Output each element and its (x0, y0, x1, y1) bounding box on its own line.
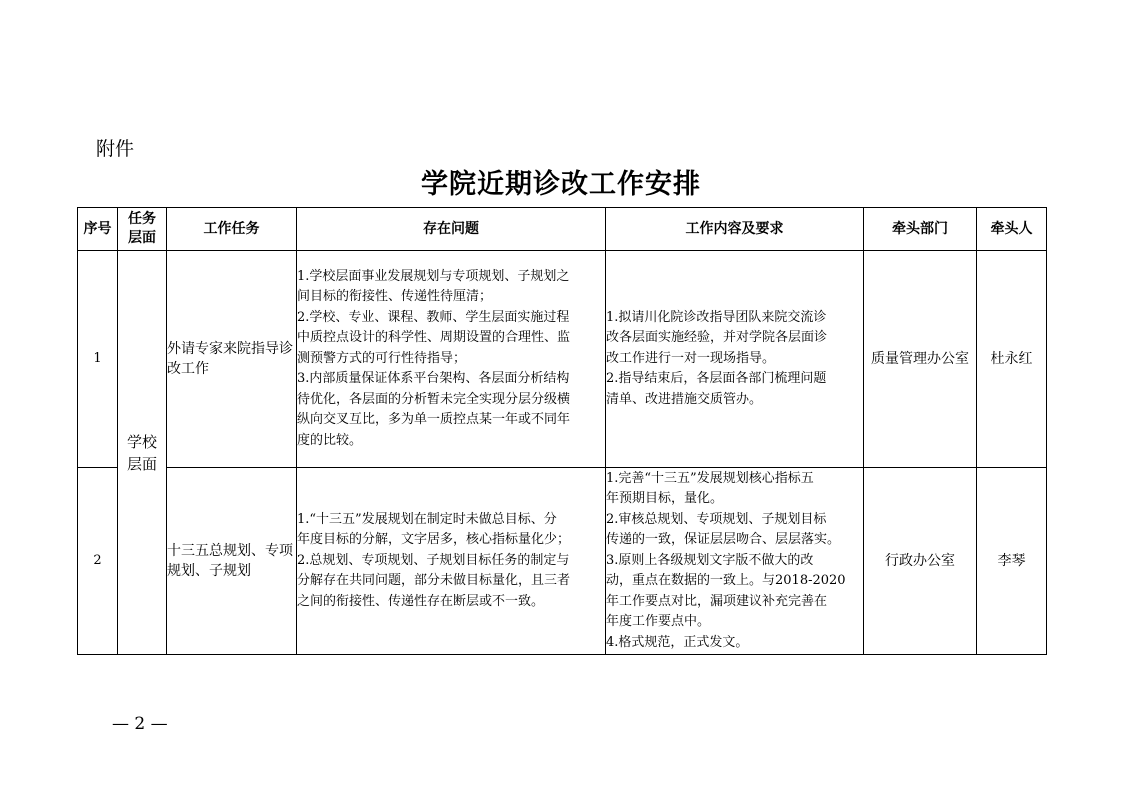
content-line: 动，重点在数据的一致上。与2018-2020 (606, 573, 846, 589)
content-line: 4.格式规范，正式发文。 (606, 634, 749, 650)
header-content: 工作内容及要求 (606, 208, 864, 251)
content-line: 年预期目标，量化。 (606, 491, 724, 507)
content-line: 传递的一致，保证层层吻合、层层落实。 (606, 532, 841, 548)
issue-line: 中质控点设计的科学性、周期设置的合理性、监 (297, 330, 571, 346)
content-line: 清单、改进措施交质管办。 (606, 391, 763, 407)
issue-line: 度的比较。 (297, 432, 363, 448)
content-line: 3.原则上各级规划文字版不做大的改 (606, 552, 814, 568)
content-line: 年度工作要点中。 (606, 614, 711, 630)
issue-line: 测预警方式的可行性待指导； (297, 350, 467, 366)
row-dept: 行政办公室 (864, 468, 977, 655)
row-issues (297, 468, 606, 655)
row-content (606, 251, 864, 468)
content-line: 年工作要点对比，漏项建议补充完善在 (606, 593, 828, 609)
header-layer-line1: 任务 (128, 211, 156, 227)
issue-line: 年度目标的分解，文字居多，核心指标量化少； (297, 532, 571, 548)
attachment-label: 附件 (96, 138, 135, 160)
row-lead: 李琴 (977, 468, 1047, 655)
header-dept: 牵头部门 (864, 208, 977, 251)
header-layer (118, 208, 167, 251)
table-row (78, 468, 1047, 655)
page-number: — 2 — (112, 714, 168, 734)
content-line: 2.指导结束后，各层面各部门梳理问题 (606, 371, 827, 387)
issue-line: 之间的衔接性、传递性存在断层或不一致。 (297, 593, 545, 609)
row-dept: 质量管理办公室 (864, 251, 977, 468)
header-issues: 存在问题 (297, 208, 606, 251)
content-line: 改各层面实施经验，并对学院各层面诊 (606, 330, 828, 346)
layer-line1: 学校 (126, 432, 157, 451)
issue-line: 分解存在共同问题，部分未做目标量化，且三者 (297, 573, 571, 589)
content-line: 改工作进行一对一现场指导。 (606, 350, 776, 366)
row-seq: 1 (78, 251, 118, 468)
row-content (606, 468, 864, 655)
row-task: 外请专家来院指导诊改工作 (167, 251, 297, 468)
issue-line: 待优化，各层面的分析暂未完全实现分层分级横 (297, 391, 571, 407)
issue-line: 2.总规划、专项规划、子规划目标任务的制定与 (297, 552, 570, 568)
row-issues (297, 251, 606, 468)
header-lead: 牵头人 (977, 208, 1047, 251)
row-task: 十三五总规划、专项规划、子规划 (167, 468, 297, 655)
content-line: 1.拟请川化院诊改指导团队来院交流诊 (606, 309, 827, 325)
issue-line: 3.内部质量保证体系平台架构、各层面分析结构 (297, 371, 570, 387)
issue-line: 1.“十三五”发展规划在制定时未做总目标、分 (297, 511, 557, 527)
issue-line: 纵向交叉互比，多为单一质控点某一年或不同年 (297, 412, 571, 428)
content-line: 2.审核总规划、专项规划、子规划目标 (606, 511, 827, 527)
content-line: 1.完善“十三五”发展规划核心指标五 (606, 470, 814, 486)
row-lead: 杜永红 (977, 251, 1047, 468)
issue-line: 1.学校层面事业发展规划与专项规划、子规划之 (297, 268, 570, 284)
layer-line2: 层面 (126, 454, 157, 473)
table-row (78, 251, 1047, 468)
issue-line: 2.学校、专业、课程、教师、学生层面实施过程 (297, 309, 570, 325)
header-seq: 序号 (78, 208, 118, 251)
header-task: 工作任务 (167, 208, 297, 251)
schedule-table (77, 207, 1047, 655)
row-layer (118, 251, 167, 655)
header-layer-line2: 层面 (128, 230, 156, 246)
table-header-row (78, 208, 1047, 251)
document-title: 学院近期诊改工作安排 (421, 169, 701, 200)
issue-line: 间目标的衔接性、传递性待厘清； (297, 289, 493, 305)
row-seq: 2 (78, 468, 118, 655)
